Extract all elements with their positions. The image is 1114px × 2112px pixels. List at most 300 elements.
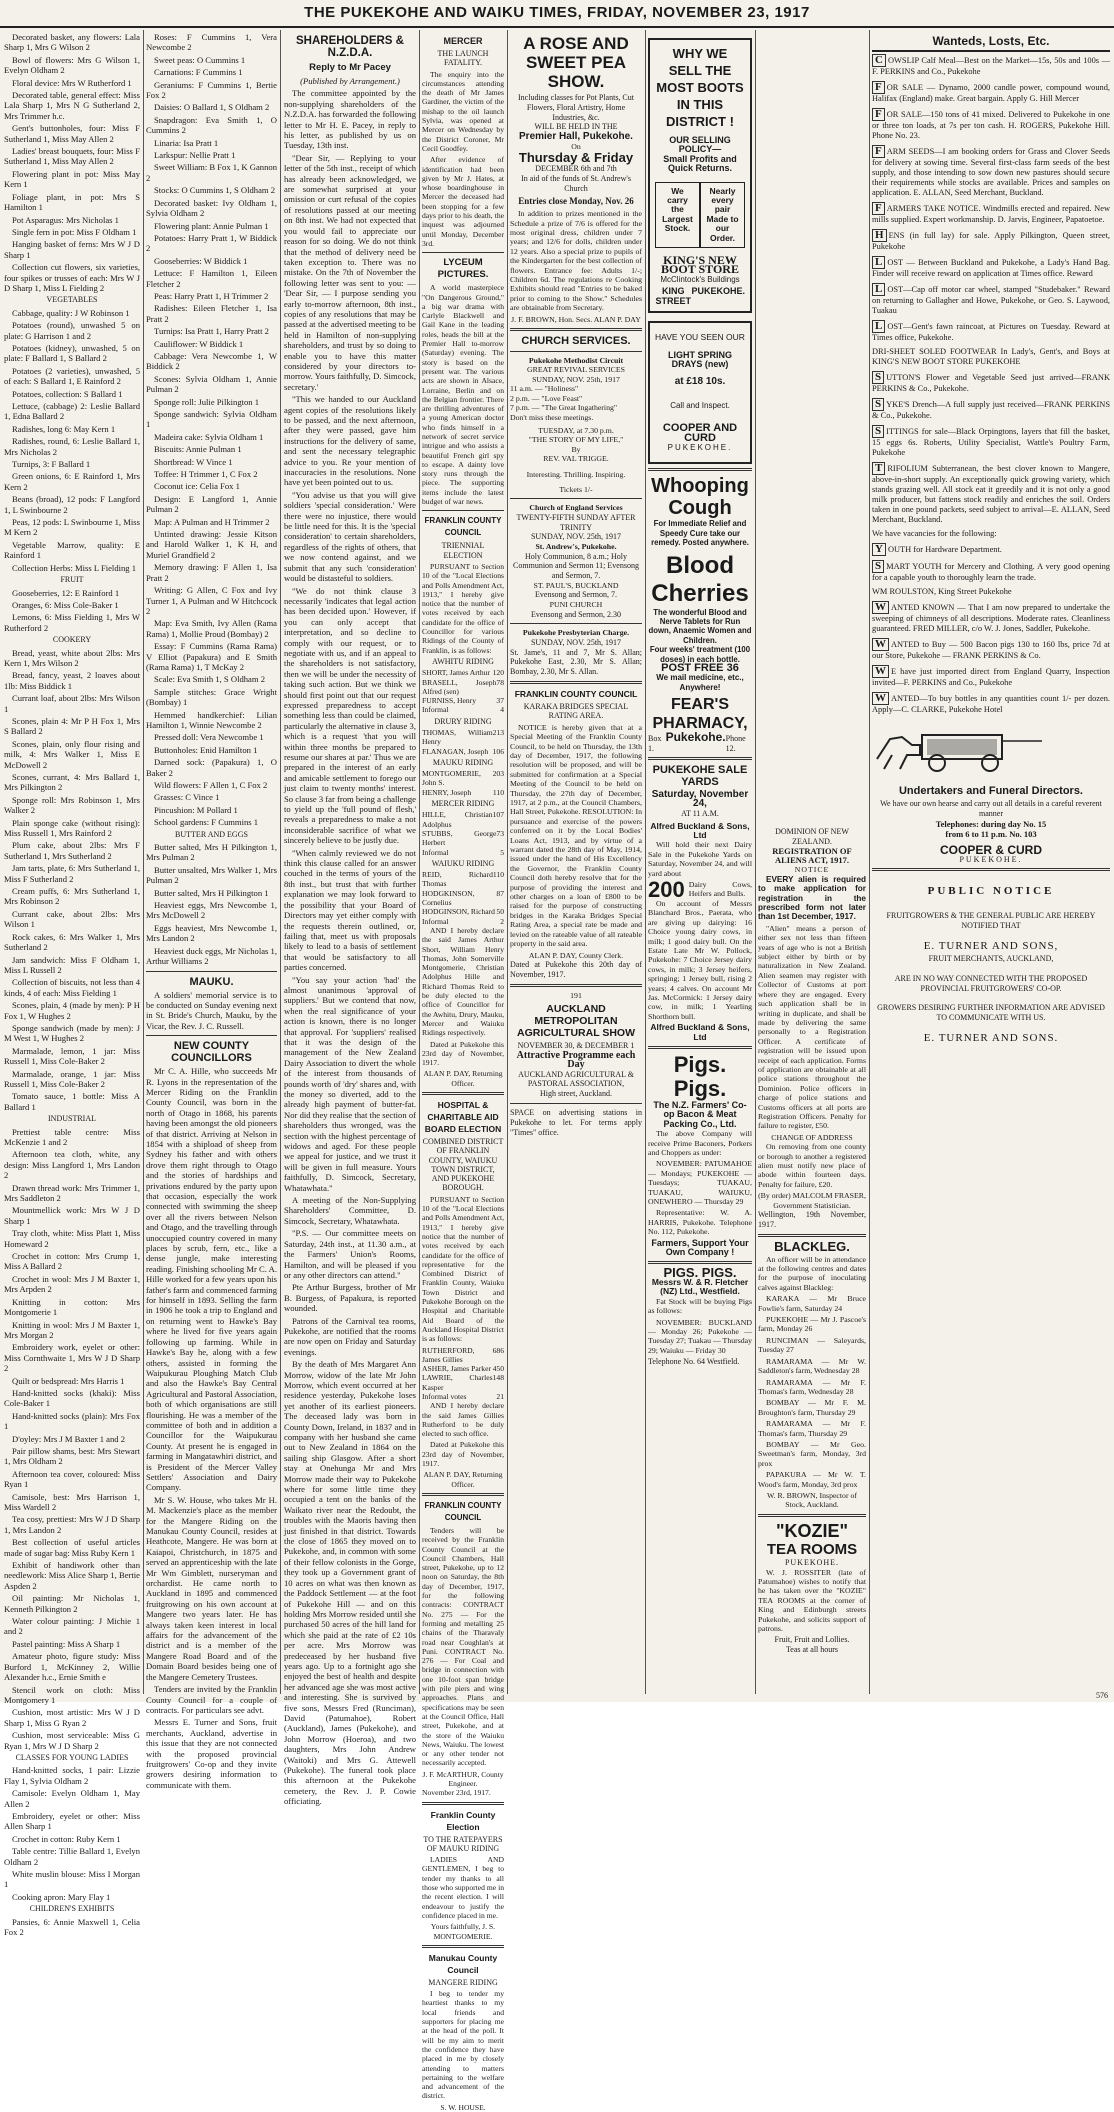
result-entry: Tomato sauce, 1 bottle: Miss A Ballard 1 — [4, 1091, 140, 1112]
blackleg-schedule-entry: RAMARAMA — Mr W. Saddleton's farm, Wednesday 28 — [758, 1356, 866, 1376]
divider — [422, 1493, 504, 1496]
wanteds-list — [872, 54, 1110, 715]
kozie-text: W. J. ROSSITER (late of Patumahoe) wishes to notify that he has taken over the "KOZIE" TEA ROOMS at the corner of King and Edinburgh streets Pukekohe, and solicits support of patrons. — [758, 1567, 866, 1634]
candidate-votes: 110 — [492, 787, 504, 797]
result-entry: Wild flowers: F Allen 1, C Fox 2 — [154, 780, 268, 790]
result-entry: Plain sponge cake (without rising): Miss Russell 1, Mrs Rainford 2 — [4, 817, 140, 839]
drop-cap: Y — [872, 543, 886, 556]
story-adjectives: Interesting. Thrilling. Inspiring. — [526, 469, 626, 479]
st-pauls: ST. PAUL'S, BUCKLAND — [533, 580, 619, 590]
space-ad: SPACE on advertising stations in Pukekohe to let. For terms apply "Times" office. — [510, 1107, 642, 1137]
result-entry: Roses: F Cummins 1, Vera Newcombe 2 — [146, 32, 277, 53]
cough-town: Pukekohe. — [665, 730, 726, 745]
franklin-poll-sub: TO THE RATEPAYERS OF MAUKU RIDING — [423, 1834, 503, 1853]
cough-post: POST FREE 36 — [661, 662, 739, 674]
classified-text: ANTED to Buy — 500 Bacon pigs 130 to 160 lbs, price 7d at our Store, Pukekohe — FRANK PERKINS & Co. — [872, 640, 1110, 660]
public-notice-text1: FRUITGROWERS & THE GENERAL PUBLIC ARE HEREBY NOTIFIED THAT — [886, 911, 1096, 931]
result-entry: Mountmellick work: Mrs W J D Sharp 1 — [4, 1205, 140, 1226]
candidate-votes: 686 — [492, 1345, 504, 1355]
service-time: 11 a.m. — "Holiness" — [510, 384, 579, 394]
karaka-dated: Dated at Pukekohe this 20th day of November, 1917. — [510, 959, 642, 979]
article-paragraph: By the death of Mrs Margaret Ann Morrow, widow of the late Mr John Morrow, which event occurred at her residence yesterday, Pukekohe loses yet another of its earliest pioneers. The deceased lady was born in County Down, Ireland, in 1837 and in company with her husband she came out to New Zealand in 1864 on the sailing ship Glasgow. After a short stay at Onehunga Mr and Mrs Morrow made their way to Pukekohe where for some little time they occupied a tent on the banks of the Waikato river near the Redoubt, the troubles with the Maoris having then just finished in that district. Towards the close of 1865 they moved on to Pukekohe, and, in common with some of their fellow colonists in the Gorge, they took up a Government grant of 10 acres on what was then known as the Paddock Settlement — at the foot of Pukekohe Hill — and on this holding Mrs Morrow resided until she purchased 50 acres of the hill land for which she paid at the rate of £2 10s per acre. Mrs Morrow was predeceased by her husband five years ago. Up to a fortnight ago she enjoyed the best of health and despite her advanced age she was most active and interesting. She is survived by five sons, Messrs Fred (Runciman), David (Patumahoe), Robert (Auckland), James (Pukekohe), and John Morrow (Hoeroa), and two daughters, Mrs John Andrew (Waitoki) and Mrs G. Attewell (Pukekohe). The funeral took place this afternoon at the Pukekohe cemetery, the Rev. J. P. Cowie officiating. — [284, 1359, 416, 1807]
result-entry: Hand-knitted socks (khaki): Miss Cole-Baker 1 — [4, 1387, 140, 1409]
candidate-name: FURNISS, Henry — [422, 696, 477, 706]
classified-ad — [872, 283, 1110, 316]
councillors-text — [146, 1066, 277, 1790]
result-entry: Knitting in wool: Mrs J M Baxter 1, Mrs Morgan 2 — [4, 1319, 140, 1340]
story-rev: REV. VAL TRIGGE. — [543, 454, 609, 464]
classified-text: DRI-SHEET SOLED FOOTWEAR In Lady's, Gent's, and Boys at KING'S NEW BOOT STORE PUKEKOHE — [872, 347, 1110, 366]
undertakers-town: PUKEKOHE. — [959, 854, 1023, 864]
candidate-votes: 106 — [492, 746, 504, 756]
article-paragraph: Pte Arthur Burgess, brother of Mr B. Burgess, of Papakura, is reported wounded. — [284, 1282, 416, 1314]
result-entry: Sweet peas: O Cummins 1 — [154, 54, 246, 65]
sale-yards-number: 200 — [648, 876, 685, 902]
result-entry: Turnips, 3: F Ballard 1 — [12, 459, 91, 470]
candidate-name: HODGKINSON, Cornelius — [422, 888, 475, 908]
column-rule — [507, 30, 508, 1694]
drop-cap: F — [872, 81, 885, 94]
column-shows-churches — [510, 32, 642, 1692]
tenders-signature: J. F. McARTHUR, County Engineer. — [422, 1769, 504, 1788]
drays-town: PUKEKOHE. — [667, 442, 733, 452]
drop-cap: S — [872, 425, 884, 438]
classified-text: We have vacancies for the following: — [872, 529, 997, 538]
riding-result-row — [422, 678, 504, 697]
classified-ad — [872, 229, 1110, 252]
dont-miss: Don't miss these meetings. — [510, 412, 594, 422]
result-entry: Map: A Pulman and H Trimmer 2 — [154, 516, 270, 527]
classified-text: E have just imported direct from England Quarry, Inspection invited—F. PERKINS and Co., Pukekohe — [872, 667, 1110, 687]
result-entry: Crochet in cotton: Ruby Kern 1 — [12, 1833, 121, 1844]
column-continuation-space — [758, 32, 866, 827]
result-entry: Jam sandwich: Miss F Oldham 1, Miss L Russell 2 — [4, 954, 140, 975]
public-notice-signature: E. TURNER AND SONS. — [923, 1031, 1059, 1044]
sale-yards-firm: Alfred Buckland & Sons, Ltd — [650, 820, 750, 841]
result-entry: Bread, fancy, yeast, 2 loaves about 1lb: Miss Biddick 1 — [4, 670, 140, 691]
tenders-dated: November 23rd, 1917. — [422, 1788, 491, 1798]
boots-store: KING'S NEW BOOT STORE — [661, 253, 739, 277]
cough-sub: For Immediate Relief and Speedy Cure take our remedy. Posted anywhere. — [651, 519, 749, 548]
agri-dates: NOVEMBER 30, & DECEMBER 1 — [517, 1040, 635, 1050]
revival-date: SUNDAY, NOV. 25th, 1917 — [532, 374, 620, 384]
cough-box: Box 1. — [648, 734, 662, 753]
classified-ad — [872, 601, 1110, 634]
result-entry: Hanging basket of ferns: Mrs W J D Sharp 1 — [4, 239, 140, 260]
result-entry: Larkspur: Nellie Pratt 1 — [154, 150, 236, 161]
blackleg-schedule-entry: RAMARAMA — Mr F. Thomas's farm, Thursday 29 — [758, 1419, 866, 1438]
franklin-election-intro: PURSUANT to Section 10 of the "Local Elections and Polls Amendment Act, 1913," I hereby give notice that the number of votes received by each candidate for the office of Councillor for various Ridings of the County of Franklin, is as follows: — [422, 561, 504, 655]
aliens-dominion: DOMINION OF NEW ZEALAND. — [775, 827, 849, 846]
candidate-votes: 213 — [492, 728, 504, 737]
result-entry: Camisole, best: Mrs Harrison 1, Miss Wardell 2 — [4, 1491, 140, 1512]
candidate-name: BRASELL, Joseph Alfred (sen) — [422, 677, 497, 696]
blackleg-schedule-entry: RAMARAMA — Mr F. Thomas's farm, Wednesday 28 — [758, 1377, 866, 1396]
undertakers-heading: Undertakers and Funeral Directors. — [898, 785, 1083, 797]
karaka-sub: KARAKA BRIDGES SPECIAL RATING AREA. — [523, 701, 629, 721]
riding-result-row — [422, 907, 504, 916]
result-entry: Floral device: Mrs W Rutherford 1 — [12, 77, 132, 88]
blackleg-schedule — [758, 1294, 866, 1489]
hospital-results — [422, 1346, 504, 1402]
drop-cap: W — [872, 665, 889, 678]
masthead-title: THE PUKEKOHE AND WAIKU TIMES, FRIDAY, NOVEMBER 23, 1917 — [304, 4, 810, 21]
boots-street: KING STREET — [655, 286, 691, 306]
result-entry: Afternoon tea cloth, white, any design: Miss Langford 1, Mrs Landon 2 — [4, 1149, 140, 1181]
agri-heading: AUCKLAND METROPOLITAN AGRICULTURAL SHOW — [516, 1002, 636, 1039]
methodist-heading: Pukekohe Methodist Circuit — [528, 356, 624, 366]
rose-show-entries: Entries close Monday, Nov. 26 — [518, 195, 634, 206]
riding-name: MAUKU RIDING — [432, 757, 494, 767]
result-entry: Untinted drawing: Jessie Kitson and Harold Walker 1, K H, and Muriel Grandfield 2 — [146, 529, 277, 560]
result-entry: Potatoes (kidney), unwashed, 5 on plate: F Ballard 1, S Ballard 2 — [4, 342, 140, 364]
candidate-votes: 107 — [492, 810, 504, 820]
story-title: "THE STORY OF MY LIFE," — [528, 435, 624, 445]
franklin-election-subheading: TRIENNIAL ELECTION — [441, 541, 485, 560]
riding-result-row — [422, 728, 504, 747]
candidate-name: SHORT, James Arthur — [422, 668, 490, 678]
aliens-heading: REGISTRATION OF ALIENS ACT, 1917. — [772, 845, 852, 865]
result-entry: Sponge sandwich: Sylvia Oldham 1 — [146, 409, 277, 430]
article-paragraph: "When calmly reviewed we do not think this clause called for an answer couched in the terms of yours of the 8th inst., but trust that with further explanation we may look forward to the possibility that your Board of Directors may yet either comply with the requests therein outlined, or, failing that, meet us with proposals likely to lead to a basis of settlement that would be satisfactory to all parties concerned. — [284, 847, 416, 973]
pigs2-schedule: NOVEMBER: BUCKLAND — Monday 26; Pukekohe — Tuesday 27; Tuakau — Thursday 29; Waiuku — Friday 30 — [648, 1317, 752, 1355]
candidate-votes: 78 — [496, 677, 504, 687]
result-entry: Collection Herbs: Miss L Fielding 1 — [12, 562, 137, 573]
franklin-poll-text: LADIES AND GENTLEMEN, I beg to tender my thanks to all those who supported me in the recent election. I will endeavour to justify the confidence placed in me. — [422, 1855, 504, 1920]
classified-text: OUTH for Hardware Department. — [887, 545, 1002, 554]
candidate-name: ASHER, James Parker — [422, 1364, 491, 1374]
riding-result-row — [422, 829, 504, 848]
result-entry: Scones, plain, only flour rising and milk, 4: Mrs Walker 1, Miss E McDowell 2 — [4, 738, 140, 770]
page-number: 576 — [1096, 1691, 1108, 1700]
candidate-votes: 37 — [496, 696, 504, 706]
candidate-name: THOMAS, William Henry — [422, 728, 493, 747]
mauku-heading: MAUKU. — [189, 975, 234, 988]
result-entry: Green onions, 6: E Rainford 1, Mrs Kern 2 — [4, 471, 140, 492]
result-entry: Cushion, most serviceable: Miss G Ryan 1, Mrs W J D Sharp 2 — [4, 1730, 140, 1751]
classified-text: OWSLIP Calf Meal—Best on the Market—15s, 50s and 100s — F. PERKINS and Co., Pukekohe — [872, 56, 1110, 76]
masthead-rule — [0, 26, 1114, 28]
pigs-text: The above Company will receive Prime Baconers, Porkers and Choppers as under: — [648, 1129, 752, 1158]
franklin-election-declaration: AND I hereby declare the said James Arthur Short, William Henry Thomas, John Somerville Montgomerie, Christian Adolphus Hille and Richard Thomas Reid to be duly elected to the office of Councillor for the Awhitu, Drury, Mauku, Mercer and Waiuku Ridings respectively. — [422, 925, 504, 1038]
hospital-intro: PURSUANT to Section 10 of the "Local Elections and Polls Amendment Act, 1913," I hereby give notice that the number of votes received by each candidate for the office of representative for the Combined District of Franklin County, Waiuku Town District and Pukekohe Borough on the Hospital and Charitable Aid Board of the Auckland Hospital District is as follows: — [422, 1194, 504, 1344]
rose-show-date-detail: DECEMBER 6th and 7th — [535, 164, 617, 174]
divider — [510, 623, 642, 624]
divider — [872, 868, 1110, 871]
rose-show-venue: Premier Hall, Pukekohe. — [519, 131, 633, 143]
result-entry: Cream puffs, 6: Mrs Sutherland 1, Mrs Robinson 2 — [4, 886, 140, 907]
classified-ad — [872, 692, 1110, 715]
result-entry: Pincushion: M Pollard 1 — [154, 804, 238, 815]
divider — [510, 351, 642, 352]
classified-ad — [872, 638, 1110, 661]
result-entry: Eggs heaviest, Mrs Newcombe 1, Mrs Landon 2 — [146, 922, 277, 944]
shareholders-text — [284, 88, 416, 1806]
result-entry: Stencil work on cloth: Miss Montgomery 1 — [4, 1684, 140, 1705]
result-entry: Shortbread: W Vince 1 — [154, 456, 233, 467]
karaka-signature: ALAN P. DAY, County Clerk. — [528, 950, 624, 960]
classified-ad — [872, 54, 1110, 77]
kozie-heading: "KOZIE" — [775, 1520, 849, 1541]
section-heading: CHILDREN'S EXHIBITS — [29, 1904, 115, 1914]
column-rule — [645, 30, 646, 1694]
divider — [758, 1514, 866, 1517]
divider — [510, 984, 642, 987]
hospital-declaration: AND I hereby declare the said James Gillies Rutherford to be duly elected to such office. — [422, 1401, 504, 1439]
riding-result-row — [422, 848, 504, 857]
karaka-heading: FRANKLIN COUNTY COUNCIL — [514, 688, 638, 699]
column-shareholders — [284, 32, 416, 1807]
aliens-order: (By order) MALCOLM FRASER, Government Statistician. — [758, 1191, 866, 1210]
drop-cap: H — [872, 229, 887, 242]
boots-policy-title: OUR SELLING POLICY— — [669, 135, 731, 155]
result-entry: Butter unsalted, Mrs Walker 1, Mrs Pulman 2 — [146, 864, 277, 886]
boots-heading: WHY WE SELL THE MOST BOOTS IN THIS DISTRICT ! — [656, 46, 744, 129]
sale-yards-time: AT 11 A.M. — [681, 808, 719, 818]
pigs-heading: Pigs. Pigs. — [673, 1051, 727, 1101]
england-heading: Church of England Services — [529, 503, 623, 513]
drays-ad — [648, 321, 752, 464]
st-andrews: St. Andrew's, Pukekohe. — [535, 542, 617, 552]
ridings-table — [422, 657, 504, 926]
tenders-heading: FRANKLIN COUNTY COUNCIL — [424, 1500, 502, 1522]
result-entry: Decorated basket: Ivy Oldham 1, Sylvia Oldham 2 — [146, 197, 277, 219]
result-entry: Potatoes, collection: S Ballard 1 — [12, 388, 123, 399]
service-time: 7 p.m. — "The Great Ingathering" — [510, 403, 618, 413]
result-entry: Hand-knitted socks, 1 pair: Lizzie Flay 1, Sylvia Oldham 2 — [4, 1765, 140, 1786]
result-entry: Potatoes (round), unwashed 5 on plate: G Harrison 1 and 2 — [4, 320, 140, 341]
candidate-votes: 5 — [500, 847, 504, 857]
result-entry: Madeira cake: Sylvia Oldham 1 — [154, 431, 264, 442]
candidate-votes: 148 — [492, 1373, 504, 1383]
result-entry: Sweet William: B Fox 1, K Gannon 2 — [146, 162, 277, 183]
result-entry: Radishes, round, 6: Leslie Ballard 1, Mrs Nicholas 2 — [4, 436, 140, 457]
result-entry: Marmalade, orange, 1 jar: Miss Russell 1, Miss Cole-Baker 2 — [4, 1068, 140, 1089]
drop-cap: S — [872, 398, 884, 411]
result-entry: Buttonholes: Enid Hamilton 1 — [154, 744, 258, 755]
divider — [648, 1046, 752, 1049]
blackleg-schedule-entry: BOMBAY — Mr F. M. Broughton's farm, Thursday 29 — [758, 1398, 866, 1417]
article-paragraph: "P.S. — Our committee meets on Saturday, 24th inst., at 11.30 a.m., at the Farmers' Union's Rooms, Hamilton, and will be pleased if you or any other directors can attend." — [284, 1228, 416, 1280]
divider — [146, 1035, 277, 1036]
result-entry: Daisies: O Ballard 1, S Oldham 2 — [154, 102, 270, 113]
classified-text: OST—Cap off motor car wheel, stamped "Studebaker." Reward on returning to Gallagher and Howe, Pukekohe, or Geo. S. Laywood, Tuakau — [872, 285, 1110, 315]
result-entry: Toffee: H Trimmer 1, C Fox 2 — [154, 469, 258, 480]
column-show-results-1 — [4, 32, 140, 1938]
blackleg-schedule-entry: BOMBAY — Mr Geo. Sweetman's farm, Monday, 3rd prox — [758, 1439, 866, 1468]
manukau-signature: S. W. HOUSE. — [440, 2102, 486, 2112]
public-notice-sub: FRUIT MERCHANTS, AUCKLAND, — [928, 953, 1054, 963]
result-entry: Pansies, 6: Annie Maxwell 1, Celia Fox 2 — [4, 1916, 140, 1938]
result-entry: Butter salted, Mrs H Pilkington 1, Mrs Pulman 2 — [146, 842, 277, 863]
column-wanteds — [872, 32, 1110, 1692]
riding-result-row — [422, 870, 504, 889]
results-list — [146, 32, 277, 967]
result-entry: Rock cakes, 6: Mrs Walker 1, Mrs Sutherland 2 — [4, 931, 140, 953]
kozie-footer2: Teas at all hours — [785, 1645, 839, 1655]
boots-town: PUKEKOHE. — [691, 286, 745, 297]
blackleg-schedule-entry: RUNCIMAN — Saleyards, Tuesday 27 — [758, 1335, 866, 1355]
classified-ad — [872, 665, 1110, 688]
sale-yards-text: On account of Messrs Blanchard Bros., Paerata, who are giving up dairying: 16 Choice young dairy cows, in milk; 1 good dairy bull. On the Estate Late Mr W. Pollock, Pukekohe: 7 Choice Jersey dairy cows, in milk; 3 Jersey heifers, springing; 1 Jersey bull, rising 2 years; 4 calves. On account Mr Jas. McCormick: 1 Jersey dairy cow, in milk; 1 Yearling Shorthorn bull. — [648, 898, 752, 1021]
councillors-heading: NEW COUNTY COUNCILLORS — [171, 1040, 252, 1065]
candidate-name: Informal votes — [422, 1392, 467, 1401]
agri-programme: Attractive Programme each Day — [516, 1049, 636, 1071]
rose-show-aid: In aid of the funds of St. Andrew's Church — [521, 174, 631, 193]
cough-title: Whooping Cough — [651, 475, 749, 520]
hospital-subheading: COMBINED DISTRICT OF FRANKLIN COUNTY, WAIUKU TOWN DISTRICT, AND PUKEKOHE BOROUGH. — [422, 1136, 504, 1193]
wanteds-heading: Wanteds, Losts, Etc. — [872, 35, 1110, 52]
classified-ad — [872, 587, 1110, 597]
result-entry: School gardens: F Cummins 1 — [154, 817, 259, 828]
pigs-support: Farmers, Support Your Own Company ! — [651, 1237, 749, 1258]
mercer-subheading: THE LAUNCH FATALITY. — [437, 49, 489, 68]
sale-yards-date: Saturday, November 24, — [651, 789, 749, 810]
result-entry: Ladies' breast bouquets, four: Miss F Sutherland 1, Miss May Allen 2 — [4, 146, 140, 167]
result-entry: Vegetable Marrow, quality: E Rainford 1 — [4, 539, 140, 561]
puni: PUNI CHURCH — [549, 600, 603, 610]
result-entry: Tray cloth, white: Miss Platt 1, Miss Homeward 2 — [4, 1228, 140, 1249]
blackleg-heading: BLACKLEG. — [774, 1238, 850, 1254]
result-entry: Cabbage, quality: J W Robinson 1 — [12, 307, 130, 318]
public-notice-firm: E. TURNER AND SONS, — [923, 939, 1059, 952]
hospital-result-row — [422, 1392, 504, 1401]
candidate-name: HENRY, Joseph — [422, 787, 472, 797]
article-paragraph: A meeting of the Non-Supplying Shareholders' Committee, D. Simcock, Secretary, Whatawhata. — [284, 1195, 416, 1226]
lyceum-text: A world masterpiece "On Dangerous Ground," a big war drama with Carlyle Blackwell and Gail Kane in the leading roles, heads the bill at the Premier Hall to-morrow (Saturday) evening. The story is based on the present war. The various acts are shown in Alsace, Lorraine, Berlin and on the Belgian frontier. There are thrilling adventures of a young American doctor who finds himself in a network of secret service intrigue and who assists a beautiful French girl spy to escape. A dainty love story runs through the piece. The supporting items include the latest budget of war news. — [422, 283, 504, 507]
result-entry: Lettuce: F Hamilton 1, Eileen Fletcher 2 — [146, 268, 277, 289]
riding-result-row — [422, 705, 504, 714]
mercer-paragraph: The enquiry into the circumstances attending the death of Mr James Gardiner, the victim of the mishap to the oil launch Sylvia, was opened at Mercer on Wednesday by the District Coroner, Mr Cecil Goodfey. — [422, 69, 504, 153]
sale-yards-intro: Will hold their next Dairy Sale in the Pukekohe Yards on Saturday, November 24, and will yard about — [648, 840, 752, 878]
result-entry: Cooking apron: Mary Flay 1 — [12, 1891, 111, 1902]
result-entry: Pair pillow shams, best: Mrs Stewart 1, Mrs Oldham 2 — [4, 1445, 140, 1467]
result-entry: Memory drawing: F Allen 1, Isa Pratt 2 — [146, 562, 277, 583]
classified-ad — [872, 108, 1110, 141]
candidate-name: HILLE, Christian Adolphus — [422, 810, 493, 829]
classified-ad — [872, 256, 1110, 279]
rose-show-sub2: WILL BE HELD IN THE — [534, 122, 618, 132]
divider — [510, 1103, 642, 1104]
candidate-name: MONTGOMERIE, John S. — [422, 769, 481, 788]
riding-result-row — [422, 668, 504, 677]
classified-text: WM ROULSTON, King Street Pukekohe — [872, 587, 1012, 596]
aliens-text: "Alien" means a person of either sex not less than fifteen years of age who is not a British subject either by birth or by naturalization in New Zealand. Alien seamen may register with Collector of Customs at port where they are engaged. Every such application shall be in writing in duplicate, and shall be made by delivering the same personally to a Registration Officer. A certificate of registration will be issued upon receipt of each application. Forms of application are obtainable at all police stations throughout the Dominion. Police officers in charge of police stations and Customs officers at all ports are Registration Officers. Penalty for failure to register, £50. — [758, 923, 866, 1131]
result-entry: Scale: Eva Smith 1, S Oldham 2 — [154, 674, 265, 685]
candidate-votes: 203 — [492, 769, 504, 779]
result-entry: Pressed doll: Vera Newcombe 1 — [154, 732, 264, 743]
agri-society: AUCKLAND AGRICULTURAL & PASTORAL ASSOCIATION, — [518, 1069, 634, 1089]
result-entry: Turnips: Isa Pratt 1, Harry Pratt 2 — [154, 326, 269, 337]
column-advertisements — [648, 32, 752, 1692]
divider — [758, 1234, 866, 1237]
drop-cap: W — [872, 638, 889, 651]
candidate-votes: 73 — [496, 828, 504, 838]
mercer-heading: MERCER — [443, 36, 483, 46]
result-entry: Lemons, 6: Miss Fielding 1, Mrs W Rutherford 2 — [4, 612, 140, 633]
candidate-name: STUBBS, George Herbert — [422, 828, 497, 848]
riding-result-row — [422, 889, 504, 908]
result-entry: Currant loaf, about 2lbs: Mrs Wilson 1 — [4, 693, 140, 714]
classified-ad — [872, 462, 1110, 525]
undertakers-night: from 6 to 11 p.m. No. 103 — [945, 828, 1037, 839]
undertakers-text: We have our own hearse and carry out all details in a careful reverent manner — [880, 799, 1102, 818]
rose-show-heading: A ROSE AND SWEET PEA SHOW. — [523, 34, 629, 91]
section-heading: FRUIT — [60, 575, 84, 585]
sale-yards-cows: Dairy Cows, Heifers and Bulls. — [688, 880, 752, 899]
result-entry: Geraniums: F Cummins 1, Bertie Fox 2 — [146, 79, 277, 101]
councillor-paragraph: Messrs E. Turner and Sons, fruit merchants, Auckland, advertise in this issue that they are not connected with the proposed provincial fruitgrowers' Co-op and they invite growers desiring information to communicate with them. — [146, 1717, 277, 1790]
cough-mail: We mail medicine, etc., Anywhere! — [656, 673, 744, 692]
drop-cap: L — [872, 256, 885, 269]
blackleg-text: An officer will be in attendance at the following centres and dates for the purpose of inoculating calves against Blackleg: — [758, 1254, 866, 1292]
result-entry: Camisole: Evelyn Oldham 1, May Allen 2 — [4, 1788, 140, 1809]
classified-text: ITTINGS for sale—Black Orpingtons, layers that fill the basket, 15 eggs 6s. Roberts, Utility Specialist, Wattle's Poultry Farm, Pukekohe — [872, 427, 1110, 457]
rose-show-sub1: Including classes for Pot Plants, Cut Flowers, Floral Artistry, Home Industries, &c. — [518, 93, 634, 122]
drop-cap: L — [872, 320, 885, 333]
franklin-election-heading: FRANKLIN COUNTY COUNCIL — [424, 516, 502, 538]
result-entry: Peas: Harry Pratt 1, H Trimmer 2 — [154, 290, 269, 301]
cough-desc: The wonderful Blood and Nerve Tablets for Run down, Anaemic Women and Children. — [648, 607, 752, 645]
divider — [648, 1261, 752, 1264]
result-entry: Flowering plant: Annie Pulman 1 — [154, 220, 269, 231]
riding-result-row — [422, 788, 504, 797]
tuesday: TUESDAY, at 7.30 p.m. — [538, 425, 614, 435]
result-entry: Darned sock: (Papakura) 1, O Baker 2 — [146, 757, 277, 778]
england-trinity: TWENTY-FIFTH SUNDAY AFTER TRINITY — [516, 512, 636, 532]
result-entry: Essay: F Cummins (Rama Rama) V Elliot (Papakura) and E Smith (Rama Rama) 1, T McKay 2 — [146, 641, 277, 672]
classified-ad — [872, 543, 1110, 556]
result-entry: Embroidery, eyelet or other: Miss Allen Sharp 1 — [4, 1810, 140, 1832]
divider — [422, 1802, 504, 1805]
section-heading: COOKERY — [52, 635, 92, 645]
drop-cap: C — [872, 54, 886, 67]
result-entry: Collection of biscuits, not less than 4 kinds, 4 of each: Miss Fielding 1 — [4, 977, 140, 998]
column-notices — [422, 32, 504, 2112]
puni-times: Evensong and Sermon, 2.30 — [531, 609, 621, 619]
aliens-change: CHANGE OF ADDRESS — [771, 1132, 853, 1142]
hospital-heading: HOSPITAL & CHARITABLE AID BOARD ELECTION — [424, 1099, 502, 1134]
result-entry: Table centre: Tillie Ballard 1, Evelyn Oldham 2 — [4, 1846, 140, 1867]
rose-show-signature: J. F. BROWN, Hon. Secs. ALAN P. DAY — [511, 314, 641, 324]
classified-ad — [872, 202, 1110, 225]
candidate-votes: 110 — [492, 870, 504, 880]
result-entry: Cushion, most artistic: Mrs W J D Sharp 1, Miss G Ryan 2 — [4, 1707, 140, 1728]
section-heading: INDUSTRIAL — [48, 1114, 96, 1124]
rose-show-text: In addition to prizes mentioned in the Schedule a prize of 7/6 is offered for the most original dress, children under 7 years; and 12/6 for dolls, children under 12 years. Also a special prize to pupils of the Kindergarten for the best collection of flowers. Entrance fee: Adults 1/-; Children 6d. The regulations re Cooking Exhibits should read "Entries to be baked prior to coming to the Show." Schedules are obtainable from Secretary. — [510, 209, 642, 313]
result-entry: Pot Asparagus: Mrs Nicholas 1 — [12, 214, 119, 225]
result-entry: Sponge roll: Mrs Robinson 1, Mrs Walker 2 — [4, 794, 140, 816]
revival-heading: GREAT REVIVAL SERVICES — [526, 365, 625, 375]
column-rule — [143, 30, 144, 1694]
divider — [648, 468, 752, 471]
drop-cap: F — [872, 202, 885, 215]
kozie-town: PUKEKOHE. — [784, 1557, 840, 1567]
sale-yards-footer: Alfred Buckland & Sons, Ltd — [650, 1022, 750, 1042]
rose-show-on: On — [571, 141, 581, 151]
classified-text: ANTED—To buy bottles in any quantities count 1/- per dozen. Apply—C. CLARKE, Pukekohe Hotel — [872, 694, 1110, 714]
result-entry: Oranges, 6: Miss Cole-Baker 1 — [12, 599, 119, 610]
drop-cap: S — [872, 371, 884, 384]
classified-ad — [872, 425, 1110, 458]
candidate-votes: 4 — [500, 705, 504, 715]
cough-pharmacy: FEAR'S PHARMACY, — [652, 696, 748, 733]
drays-call: Call and Inspect. — [670, 400, 730, 410]
blackleg-schedule-entry: PAPAKURA — Mr W. T. Wood's farm, Monday, 3rd prox — [758, 1470, 866, 1489]
result-entry: Potatoes: Harry Pratt 1, W Biddick 2 — [146, 232, 277, 254]
pigs-firm: The N.Z. Farmers' Co-op Bacon & Meat Packing Co., Ltd. — [653, 1099, 747, 1129]
service-time: 2 p.m. — "Love Feast" — [510, 393, 583, 403]
